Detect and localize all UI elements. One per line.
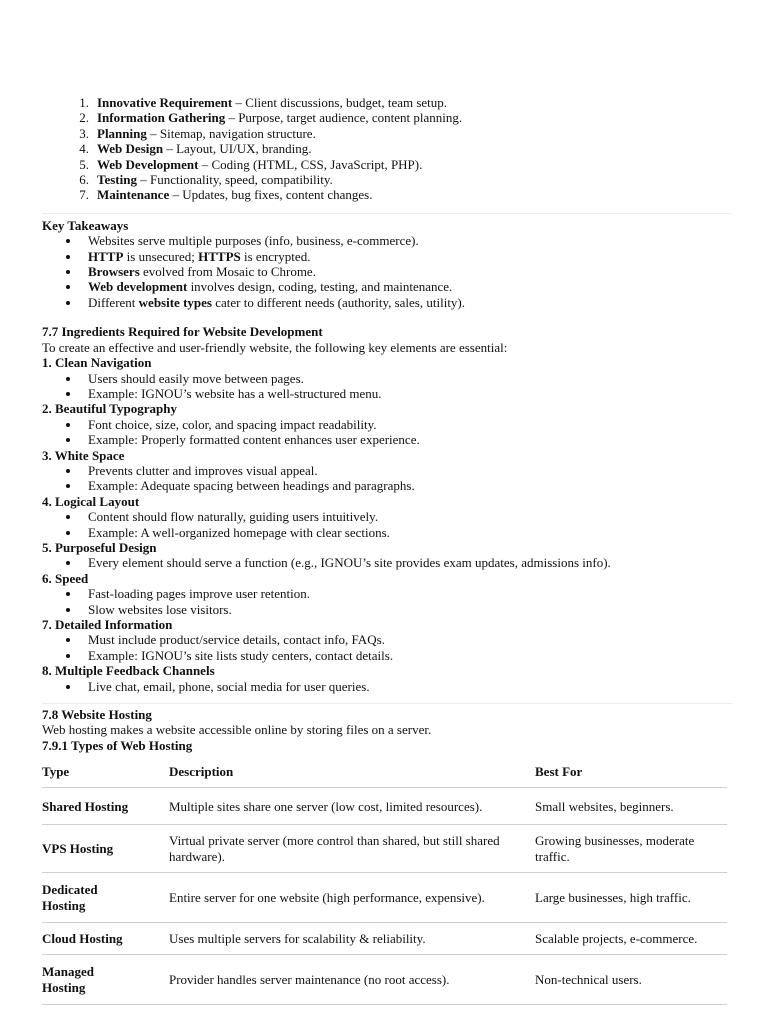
list-item <box>42 187 732 202</box>
step-title: Planning <box>97 125 147 141</box>
document-body <box>42 95 732 1005</box>
hosting-types-table <box>42 756 727 1005</box>
section-divider <box>42 703 732 704</box>
list-number: 1. <box>79 95 89 110</box>
best-for-cell: Scalable projects, e-commerce. <box>535 923 727 955</box>
list-item <box>42 648 732 663</box>
step-text: – Functionality, speed, compatibility. <box>136 172 333 188</box>
list-item-text: Users should easily move between pages. <box>88 370 304 386</box>
description-cell: Uses multiple servers for scalability & reliability. <box>169 923 535 955</box>
hosting-type-cell: Cloud Hosting <box>42 923 169 955</box>
emphasis-text: HTTPS <box>198 248 241 264</box>
hosting-heading: 7.8 Website Hosting <box>42 707 152 723</box>
emphasis-text: website types <box>138 294 212 310</box>
bullet-list <box>42 463 732 494</box>
list-item <box>42 141 732 156</box>
best-for-cell: Large businesses, high traffic. <box>535 873 727 923</box>
step-title: Maintenance <box>97 187 170 203</box>
list-item-text: Example: Properly formatted content enhances user experience. <box>88 432 420 448</box>
bullet-list <box>42 632 732 663</box>
table-row <box>42 873 727 923</box>
list-item <box>42 279 732 294</box>
list-item-text: is encrypted. <box>240 248 311 264</box>
table-row <box>42 955 727 1005</box>
list-item-text: Websites serve multiple purposes (info, business, e-commerce). <box>88 233 419 249</box>
list-item-text: Different <box>88 294 139 310</box>
list-number: 3. <box>79 125 89 141</box>
table-header-row <box>42 756 727 788</box>
section-title: 3. White Space <box>42 447 125 463</box>
list-item-text: Font choice, size, color, and spacing impact readability. <box>88 416 377 432</box>
step-title: Web Design <box>97 141 164 157</box>
list-item <box>42 264 732 279</box>
list-item-text: Must include product/service details, contact info, FAQs. <box>88 632 385 648</box>
list-item <box>42 679 732 694</box>
step-text: – Client discussions, budget, team setup. <box>232 95 448 110</box>
list-item <box>42 525 732 540</box>
section-divider <box>42 213 732 214</box>
key-takeaways-heading: Key Takeaways <box>42 217 129 233</box>
ingredients-heading: 7.7 Ingredients Required for Website Development <box>42 324 323 340</box>
bullet-list <box>42 586 732 617</box>
list-item <box>42 110 732 125</box>
list-item-text: cater to different needs (authority, sales, utility). <box>211 294 466 310</box>
hosting-type-cell: Managed Hosting <box>42 955 169 1005</box>
hosting-type-cell: Shared Hosting <box>42 788 169 825</box>
description-cell: Multiple sites share one server (low cost, limited resources). <box>169 788 535 825</box>
section-title: 8. Multiple Feedback Channels <box>42 663 215 679</box>
hosting-types-heading: 7.9.1 Types of Web Hosting <box>42 737 193 753</box>
section-title: 6. Speed <box>42 570 89 586</box>
bullet-list <box>42 371 732 402</box>
list-item-text: Every element should serve a function (e.g., IGNOU’s site provides exam updates, admissions info). <box>88 555 611 571</box>
list-item <box>42 126 732 141</box>
list-number: 7. <box>79 187 89 203</box>
list-item <box>42 295 732 310</box>
list-item-text: Content should flow naturally, guiding users intuitively. <box>88 509 379 525</box>
table-row <box>42 788 727 825</box>
development-steps-list <box>42 95 732 203</box>
section-title: 1. Clean Navigation <box>42 355 152 371</box>
list-item-text: Example: A well-organized homepage with clear sections. <box>88 524 390 540</box>
bullet-list <box>42 555 732 570</box>
hosting-type-cell: Dedicated Hosting <box>42 873 169 923</box>
list-item <box>42 371 732 386</box>
hosting-intro: Web hosting makes a website accessible online by storing files on a server. <box>42 722 432 738</box>
step-text: – Layout, UI/UX, branding. <box>163 141 312 157</box>
section-title: 2. Beautiful Typography <box>42 401 177 417</box>
bullet-list <box>42 679 732 694</box>
list-item-text: Live chat, email, phone, social media for user queries. <box>88 678 370 694</box>
list-item <box>42 478 732 493</box>
list-item-text: Example: IGNOU’s site lists study centers, contact details. <box>88 647 394 663</box>
step-text: – Sitemap, navigation structure. <box>146 125 316 141</box>
list-item <box>42 509 732 524</box>
description-cell: Virtual private server (more control than shared, but still shared hardware). <box>169 825 535 873</box>
list-item <box>42 417 732 432</box>
best-for-cell: Growing businesses, moderate traffic. <box>535 825 727 873</box>
table-row <box>42 923 727 955</box>
list-item <box>42 586 732 601</box>
step-text: – Purpose, target audience, content planning. <box>225 110 463 126</box>
list-item-text: is unsecured; <box>123 248 199 264</box>
description-cell: Entire server for one website (high performance, expensive). <box>169 873 535 923</box>
list-item <box>42 602 732 617</box>
list-item <box>42 157 732 172</box>
list-item-text: evolved from Mosaic to Chrome. <box>139 264 316 280</box>
list-item-text: involves design, coding, testing, and maintenance. <box>187 279 453 295</box>
list-number: 2. <box>79 110 89 126</box>
list-item <box>42 432 732 447</box>
list-item-text: Prevents clutter and improves visual appeal. <box>88 462 318 478</box>
step-title: Innovative Requirement <box>97 95 233 110</box>
section-title: 5. Purposeful Design <box>42 539 157 555</box>
list-item <box>42 555 732 570</box>
list-item-text: Slow websites lose visitors. <box>88 601 232 617</box>
list-item-text: Example: IGNOU’s website has a well-structured menu. <box>88 385 382 401</box>
bullet-list <box>42 417 732 448</box>
list-number: 5. <box>79 156 89 172</box>
ingredients-intro: To create an effective and user-friendly website, the following key elements are essential: <box>42 339 508 355</box>
step-title: Information Gathering <box>97 110 226 126</box>
list-item-text: Fast-loading pages improve user retention. <box>88 586 311 602</box>
key-takeaways-list <box>42 233 732 310</box>
description-cell: Provider handles server maintenance (no root access). <box>169 955 535 1005</box>
best-for-cell: Non-technical users. <box>535 955 727 1005</box>
step-title: Web Development <box>97 156 199 172</box>
best-for-cell: Small websites, beginners. <box>535 788 727 825</box>
list-item <box>42 632 732 647</box>
list-item <box>42 233 732 248</box>
list-item-text: Example: Adequate spacing between headings and paragraphs. <box>88 478 415 494</box>
column-header-type: Type <box>42 756 169 788</box>
step-text: – Coding (HTML, CSS, JavaScript, PHP). <box>198 156 423 172</box>
list-number: 6. <box>79 172 89 188</box>
list-number: 4. <box>79 141 89 157</box>
emphasis-text: Web development <box>88 279 188 295</box>
column-header-best-for: Best For <box>535 756 727 788</box>
section-title: 4. Logical Layout <box>42 493 140 509</box>
list-item <box>42 386 732 401</box>
emphasis-text: HTTP <box>88 248 124 264</box>
list-item <box>42 95 732 110</box>
bullet-list <box>42 509 732 540</box>
list-item <box>42 172 732 187</box>
column-header-description: Description <box>169 756 535 788</box>
table-row <box>42 825 727 873</box>
emphasis-text: Browsers <box>88 264 140 280</box>
list-item <box>42 463 732 478</box>
list-item <box>42 249 732 264</box>
hosting-type-cell: VPS Hosting <box>42 825 169 873</box>
step-title: Testing <box>97 172 137 188</box>
step-text: – Updates, bug fixes, content changes. <box>169 187 373 203</box>
section-title: 7. Detailed Information <box>42 617 173 632</box>
